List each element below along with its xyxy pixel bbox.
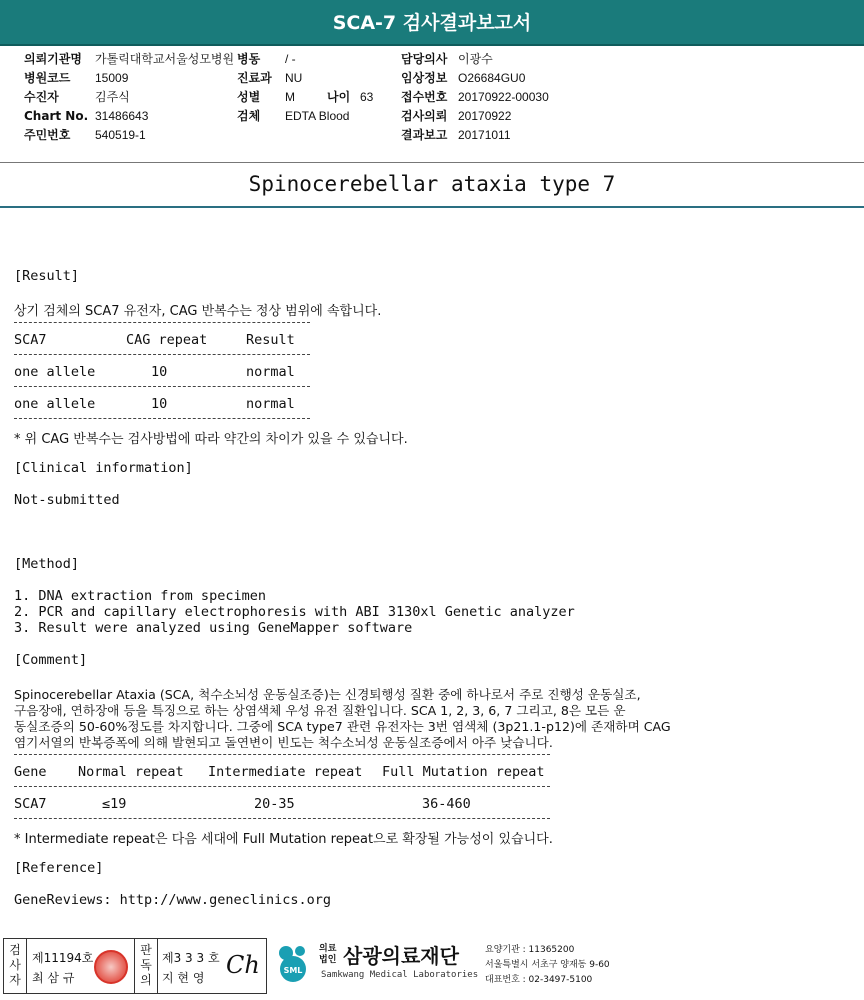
- table-cell: normal: [246, 396, 295, 412]
- info-label: 나이: [327, 90, 351, 104]
- info-label: 병원코드: [24, 71, 71, 85]
- divider: [14, 354, 310, 355]
- info-value: 15009: [95, 71, 129, 85]
- info-label: 검체: [237, 109, 261, 123]
- org-name-english: Samkwang Medical Laboratories: [321, 970, 479, 980]
- info-label: 결과보고: [401, 128, 448, 142]
- info-value: 가톨릭대학교서울성모병원: [95, 52, 235, 66]
- signature-box: [3, 938, 267, 994]
- divider: [157, 939, 158, 993]
- info-value: 김주식: [95, 90, 130, 104]
- info-value: 31486643: [95, 109, 149, 123]
- divider: [0, 162, 864, 163]
- table-header: SCA7: [14, 332, 47, 348]
- info-value: EDTA Blood: [285, 109, 350, 123]
- method-step: 1. DNA extraction from specimen: [14, 588, 266, 604]
- info-value: M: [285, 90, 295, 104]
- table-cell: one allele: [14, 364, 96, 380]
- divider: [0, 206, 864, 208]
- logo-text: SML: [283, 966, 303, 975]
- section-heading-method: [Method]: [14, 556, 80, 572]
- info-label: Chart No.: [24, 109, 89, 123]
- divider: [14, 386, 310, 387]
- table-cell: 10: [151, 396, 168, 412]
- result-note: * 위 CAG 반복수는 검사방법에 따라 약간의 차이가 있을 수 있습니다.: [14, 432, 408, 447]
- reader-label: 판 독 의: [140, 943, 152, 987]
- table-cell: one allele: [14, 396, 96, 412]
- section-heading-comment: [Comment]: [14, 652, 88, 668]
- report-footer: [3, 938, 861, 996]
- table-cell: 20-35: [254, 796, 295, 812]
- info-value: 63: [360, 90, 374, 104]
- info-label: 주민번호: [24, 128, 71, 142]
- divider: [14, 418, 310, 419]
- result-summary: 상기 검체의 SCA7 유전자, CAG 반복수는 정상 범위에 속합니다.: [14, 304, 382, 319]
- comment-line: 동실조증의 50-60%정도를 차지합니다. 그중에 SCA type7 관련 유전자는 3번 염색체 (3p21.1-p12)에 존재하며 CAG: [14, 719, 671, 734]
- patient-info-col2: [237, 50, 373, 126]
- org-phone: 대표번호 : 02-3497-5100: [485, 975, 593, 985]
- divider: [14, 322, 310, 323]
- comment-line: 염기서열의 반복증폭에 의해 발현되고 돌연변이 빈도는 척수소뇌성 운동실조증에서 아주 낮습니다.: [14, 735, 553, 750]
- info-value: 540519-1: [95, 128, 146, 142]
- tester-label: 검 사 자: [9, 943, 21, 987]
- patient-info-col1: [24, 50, 234, 145]
- table-cell: SCA7: [14, 796, 47, 812]
- comment-note: * Intermediate repeat은 다음 세대에 Full Mutation repeat으로 확장될 가능성이 있습니다.: [14, 832, 553, 847]
- report-title: SCA-7 검사결과보고서: [0, 0, 864, 46]
- divider: [26, 939, 27, 993]
- document-title: Spinocerebellar ataxia type 7: [248, 172, 616, 196]
- table-cell: 36-460: [422, 796, 471, 812]
- info-label: 성별: [237, 90, 261, 104]
- info-label: 진료과: [237, 71, 272, 85]
- reader-name: 지 현 영: [162, 971, 205, 985]
- table-header: Intermediate repeat: [208, 764, 363, 780]
- info-label: 병동: [237, 52, 261, 66]
- org-address: 서울특별시 서초구 양재동 9-60: [485, 960, 610, 970]
- info-value: 20170922: [458, 109, 512, 123]
- info-label: 접수번호: [401, 90, 448, 104]
- method-step: 3. Result were analyzed using GeneMapper software: [14, 620, 413, 636]
- info-value: 20171011: [458, 128, 511, 142]
- table-header: Result: [246, 332, 295, 348]
- info-label: 수진자: [24, 90, 59, 104]
- tester-license: 제11194호: [32, 951, 94, 965]
- reader-license: 제3 3 3 호: [162, 951, 220, 965]
- comment-line: Spinocerebellar Ataxia (SCA, 척수소뇌성 운동실조증)는 신경퇴행성 질환 중에 하나로서 주로 진행성 운동실조,: [14, 687, 641, 702]
- reference-text: GeneReviews: http://www.geneclinics.org: [14, 892, 331, 908]
- section-heading-result: [Result]: [14, 268, 80, 284]
- patient-info-col3: [401, 50, 549, 145]
- org-code: 요양기관 : 11365200: [485, 945, 575, 955]
- table-header: Normal repeat: [78, 764, 184, 780]
- info-value: O26684GU0: [458, 71, 526, 85]
- comment-line: 구음장애, 연하장애 등을 특징으로 하는 상염색체 우성 유전 질환입니다. SCA 1, 2, 3, 6, 7 그리고, 8은 모든 운: [14, 703, 626, 718]
- section-heading-reference: [Reference]: [14, 860, 104, 876]
- info-value: NU: [285, 71, 303, 85]
- clinical-text: Not-submitted: [14, 492, 120, 508]
- divider: [14, 754, 550, 755]
- info-label: 담당의사: [401, 52, 448, 66]
- table-cell: normal: [246, 364, 295, 380]
- org-prefix: 의료 법인: [319, 944, 337, 965]
- info-label: 의뢰기관명: [24, 52, 82, 66]
- table-cell: 10: [151, 364, 168, 380]
- info-label: 검사의뢰: [401, 109, 448, 123]
- info-value: / -: [285, 52, 296, 66]
- method-step: 2. PCR and capillary electrophoresis with ABI 3130xl Genetic analyzer: [14, 604, 575, 620]
- org-name: 삼광의료재단: [343, 944, 459, 968]
- info-value: 20170922-00030: [458, 90, 549, 104]
- table-header: CAG repeat: [126, 332, 208, 348]
- info-label: 임상정보: [401, 71, 448, 85]
- info-value: 이광수: [458, 52, 493, 66]
- divider: [14, 786, 550, 787]
- table-header: Full Mutation repeat: [382, 764, 545, 780]
- seal-stamp: [94, 950, 128, 984]
- table-header: Gene: [14, 764, 47, 780]
- table-cell: ≤19: [102, 796, 127, 812]
- section-heading-clinical: [Clinical information]: [14, 460, 193, 476]
- tester-name: 최 삼 규: [32, 971, 75, 985]
- divider: [14, 818, 550, 819]
- sml-logo-icon: [271, 940, 315, 984]
- divider: [134, 939, 135, 993]
- signature: Ch: [226, 951, 260, 979]
